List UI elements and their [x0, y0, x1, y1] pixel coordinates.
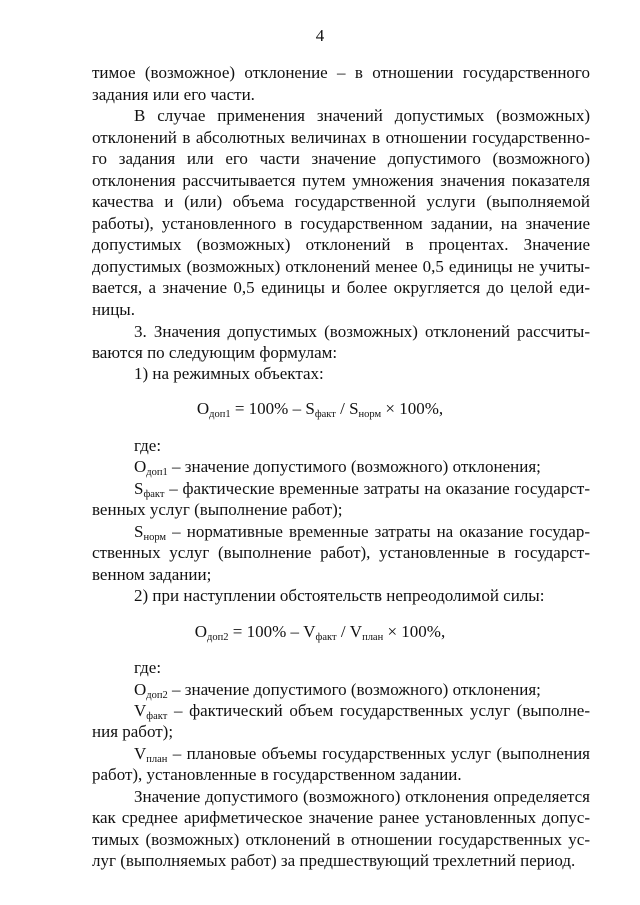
- text-line: венном задании;: [92, 565, 212, 584]
- formula-subscript: план: [362, 632, 384, 643]
- page-number: 4: [315, 26, 325, 45]
- text-line: вается, а значение 0,5 единицы и более округляется до целой еди-: [92, 278, 590, 297]
- def-subscript: доп1: [146, 467, 168, 478]
- text-line: качества и (или) объема государственной услуги (выполняемой: [92, 192, 590, 211]
- formula-symbol: V: [349, 622, 363, 641]
- text-line: 2) при наступлении обстоятельств непреодолимой силы:: [134, 586, 545, 605]
- text-line: 3. Значения допустимых (возможных) отклонений рассчиты-: [134, 322, 590, 341]
- formula-operator: /: [335, 399, 350, 418]
- text-line: отклонений в абсолютных величинах в отношении государственно-: [92, 128, 590, 147]
- formula-subscript: доп1: [209, 409, 231, 420]
- formula-operator: = 100% –: [230, 399, 306, 418]
- text-line: ственных услуг (выполнение работ), установленные в государст-: [92, 543, 590, 562]
- def-text: – фактические временные затраты на оказание государст-: [164, 479, 590, 498]
- formula-1: [0, 398, 640, 426]
- def-subscript: норм: [143, 532, 167, 543]
- def-text: – плановые объемы государственных услуг (выполнения: [167, 744, 590, 763]
- formula-operator: = 100% –: [228, 622, 304, 641]
- text-line: допустимых (возможных) отклонений в процентах. Значение: [92, 235, 590, 254]
- formula-2: [0, 621, 640, 649]
- def-symbol: V: [134, 701, 147, 720]
- formula-subscript: факт: [314, 409, 336, 420]
- text-line: отклонения рассчитывается путем умножения значения показателя: [92, 171, 590, 190]
- text-line: задания или его части.: [92, 85, 255, 104]
- text-line: как среднее арифметическое значение ранее установленных допус-: [92, 808, 590, 827]
- def-subscript: доп2: [146, 690, 168, 701]
- where-label: где:: [134, 658, 162, 677]
- text-line: 1) на режимных объектах:: [134, 364, 324, 383]
- formula-symbol: V: [303, 622, 316, 641]
- text-line: ния работ);: [92, 722, 174, 741]
- text-line: работ), установленные в государственном задании.: [92, 765, 462, 784]
- def-symbol: S: [134, 522, 144, 541]
- def-text: – нормативные временные затраты на оказание государ-: [166, 522, 590, 541]
- text-line: ницы.: [92, 300, 135, 319]
- text-line: допустимых (возможных) отклонений менее 0,5 единицы не учиты-: [92, 257, 590, 276]
- formula-symbol: O: [194, 622, 208, 641]
- formula-symbol: S: [349, 399, 359, 418]
- text-line: В случае применения значений допустимых (возможных): [134, 106, 590, 125]
- def-symbol: V: [134, 744, 147, 763]
- def-text: – значение допустимого (возможного) отклонения;: [167, 680, 541, 699]
- def-subscript: факт: [146, 711, 168, 722]
- formula-symbol: O: [196, 399, 210, 418]
- def-text: – фактический объем государственных услуг (выполне-: [167, 701, 590, 720]
- definition-line: [134, 700, 590, 728]
- formula-operator: /: [336, 622, 350, 641]
- def-subscript: факт: [143, 489, 165, 500]
- text-line: венных услуг (выполнение работ);: [92, 500, 343, 519]
- text-line: Значение допустимого (возможного) отклонения определяется: [134, 787, 590, 806]
- def-symbol: O: [134, 457, 147, 476]
- formula-operator: × 100%,: [383, 622, 446, 641]
- text-line: ваются по следующим формулам:: [92, 343, 338, 362]
- formula-subscript: доп2: [207, 632, 229, 643]
- text-line: луг (выполняемых работ) за предшествующий трехлетний период.: [92, 851, 576, 870]
- def-symbol: O: [134, 680, 147, 699]
- text-line: тимых (возможных) отклонений в отношении государственных ус-: [92, 830, 590, 849]
- formula-operator: × 100%,: [381, 399, 444, 418]
- formula-subscript: факт: [315, 632, 337, 643]
- text-line: тимое (возможное) отклонение – в отношении государственного: [92, 63, 590, 82]
- formula-subscript: норм: [358, 409, 382, 420]
- def-symbol: S: [134, 479, 144, 498]
- formula-symbol: S: [305, 399, 315, 418]
- text-line: работы), установленного в государственном задании, на значение: [92, 214, 590, 233]
- def-text: – значение допустимого (возможного) отклонения;: [167, 457, 541, 476]
- def-subscript: план: [146, 754, 168, 765]
- where-label: где:: [134, 436, 162, 455]
- text-line: го задания или его части значение допустимого (возможного): [92, 149, 590, 168]
